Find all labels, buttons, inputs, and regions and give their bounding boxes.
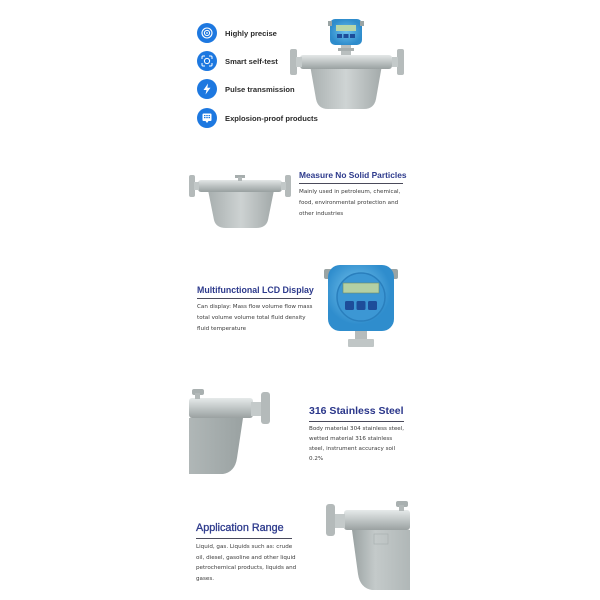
feature-label: Highly precise <box>225 28 277 38</box>
feature-smart-self-test <box>197 50 278 72</box>
section-title: Multifunctional LCD Display <box>197 285 314 295</box>
section-description: Can display: Mass flow volume flow mass total volume volume total fluid density fluid temperature <box>197 304 313 332</box>
section-title: Application Range <box>196 522 284 534</box>
flowmeter-image-sensor <box>188 170 293 232</box>
feature-label: Explosion-proof products <box>225 113 318 123</box>
title-divider <box>299 183 403 184</box>
section-description: Liquid, gas. Liquids such as: crude oil, diesel, gasoline and other liquid petrochemical products, liquids and gases. <box>196 544 297 582</box>
target-icon <box>197 23 217 43</box>
feature-highly-precise <box>197 22 277 44</box>
feature-label: Pulse transmission <box>225 84 295 94</box>
section-title: Measure No Solid Particles <box>299 170 407 180</box>
lightning-icon <box>197 79 217 99</box>
section-description: Body material 304 stainless steel, wetted material 316 stainless steel, instrument accuracy soil 0.2% <box>309 426 405 462</box>
section-description: Mainly used in petroleum, chemical, food, environmental protection and other industries <box>299 189 401 217</box>
feature-pulse-transmission <box>197 78 295 100</box>
title-divider <box>196 538 292 539</box>
feature-label: Smart self-test <box>225 56 278 66</box>
flowmeter-closeup-right <box>322 498 410 590</box>
title-divider <box>197 298 311 299</box>
grid-chat-icon <box>197 108 217 128</box>
flowmeter-closeup-left <box>189 386 275 474</box>
section-title: 316 Stainless Steel <box>309 405 404 417</box>
lcd-transmitter-image <box>324 263 404 349</box>
title-divider <box>309 421 404 422</box>
flowmeter-image-full <box>286 17 408 113</box>
scan-face-icon <box>197 51 217 71</box>
